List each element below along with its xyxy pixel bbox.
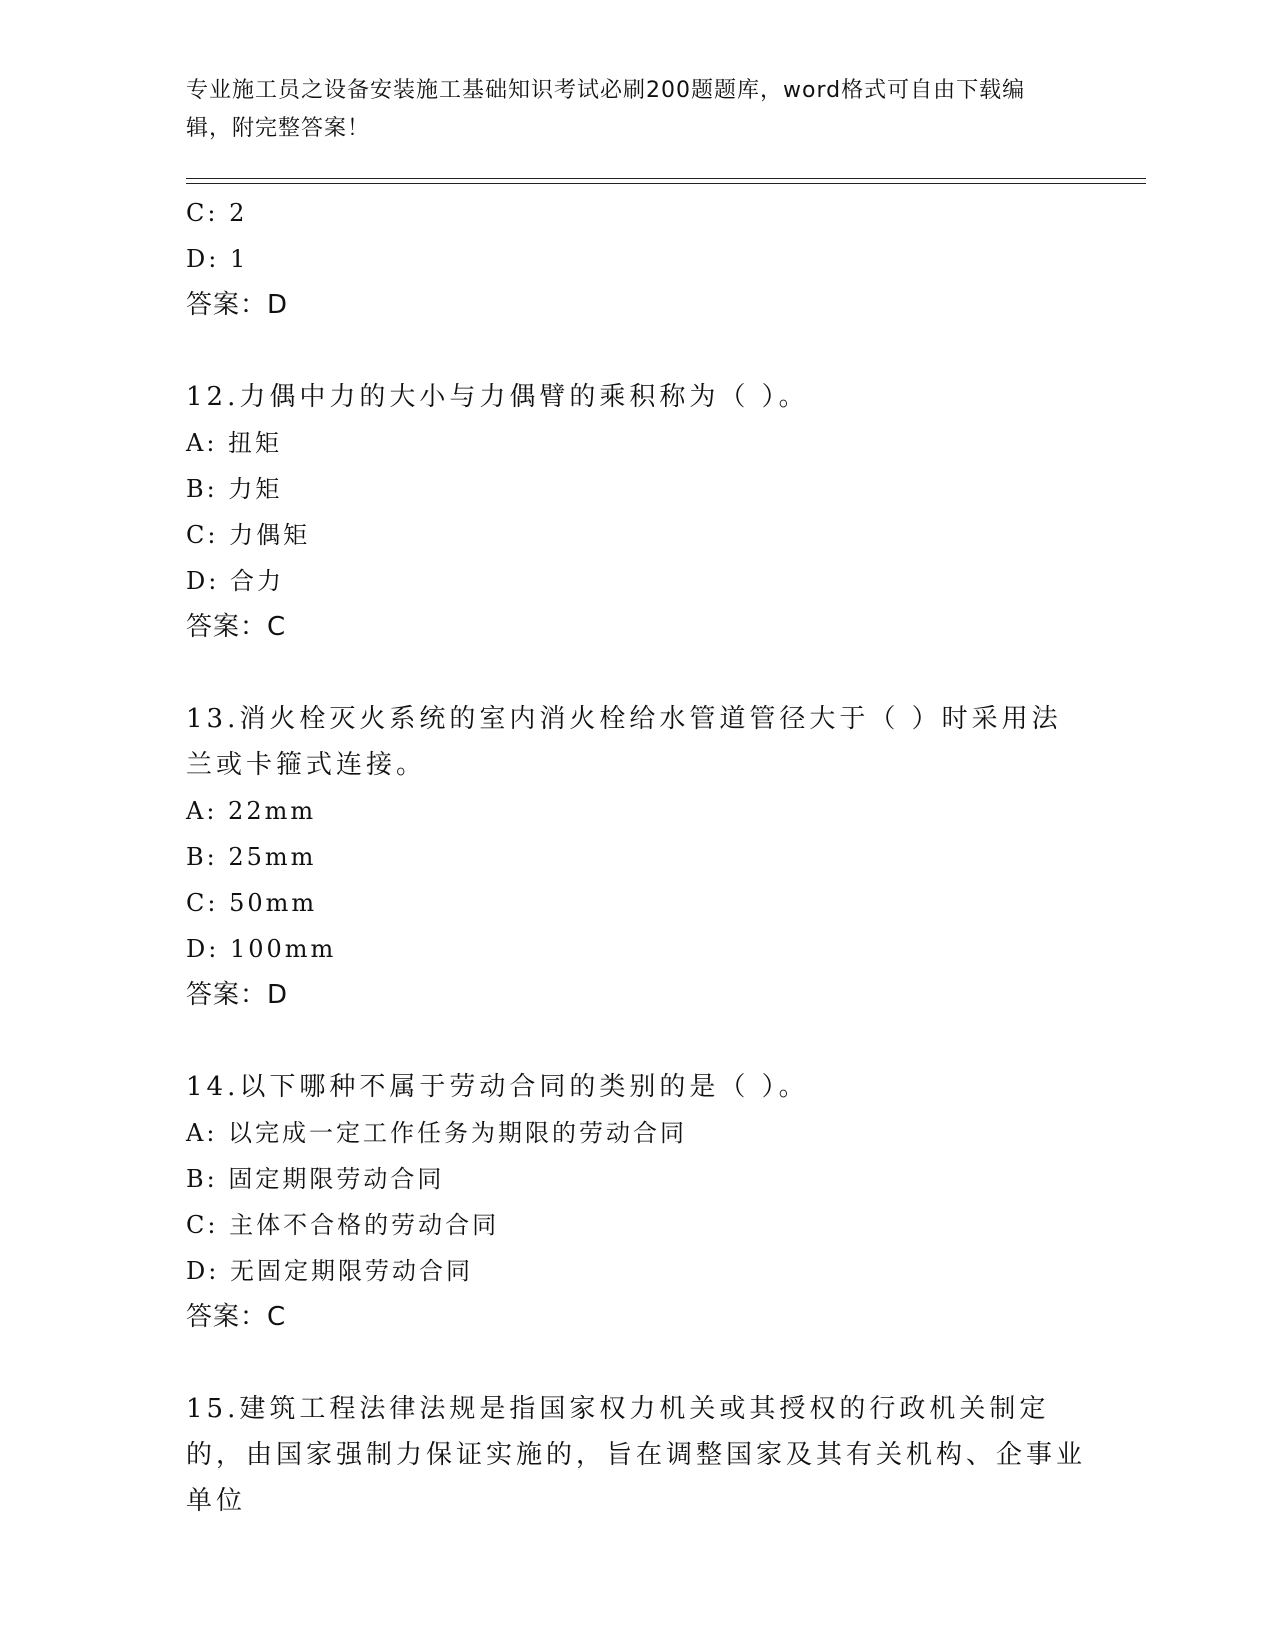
header-title: 专业施工员之设备安装施工基础知识考试必刷200题题库，word格式可自由下载编辑，附完整答案！	[186, 78, 1026, 141]
answer-line: 答案：D	[186, 290, 289, 320]
option-d: D: 100mm	[186, 935, 337, 963]
question-15	[186, 1386, 1086, 1524]
document-header	[186, 72, 1066, 148]
option-a: A: 扭矩	[186, 429, 283, 457]
option-a: A: 以完成一定工作任务为期限的劳动合同	[186, 1119, 688, 1147]
option-c: C: 主体不合格的劳动合同	[186, 1211, 500, 1239]
header-divider-top	[186, 178, 1146, 179]
option-d: D: 1	[186, 245, 249, 273]
question-14	[186, 1064, 1086, 1340]
option-b: B: 固定期限劳动合同	[186, 1165, 445, 1193]
answer-line: 答案：D	[186, 980, 289, 1010]
question-list	[186, 190, 1086, 1524]
option-c: C: 2	[186, 199, 248, 227]
question-stem: 14.以下哪种不属于劳动合同的类别的是（ ）。	[186, 1072, 809, 1102]
carryover-question	[186, 190, 1086, 328]
question-stem: 12.力偶中力的大小与力偶臂的乘积称为（ ）。	[186, 382, 809, 412]
answer-line: 答案：C	[186, 1302, 287, 1332]
option-b: B: 25mm	[186, 843, 317, 871]
question-12	[186, 374, 1086, 650]
answer-line: 答案：C	[186, 612, 287, 642]
question-13	[186, 696, 1086, 1018]
option-c: C: 50mm	[186, 889, 318, 917]
option-d: D: 合力	[186, 567, 284, 595]
option-d: D: 无固定期限劳动合同	[186, 1257, 473, 1285]
question-stem: 15.建筑工程法律法规是指国家权力机关或其授权的行政机关制定的，由国家强制力保证实施的，旨在调整国家及其有关机构、企事业单位	[186, 1394, 1087, 1516]
option-b: B: 力矩	[186, 475, 283, 503]
question-stem: 13.消火栓灭火系统的室内消火栓给水管道管径大于（ ）时采用法兰或卡箍式连接。	[186, 704, 1062, 780]
option-a: A: 22mm	[186, 797, 317, 825]
header-divider-bottom	[186, 183, 1146, 184]
option-c: C: 力偶矩	[186, 521, 311, 549]
